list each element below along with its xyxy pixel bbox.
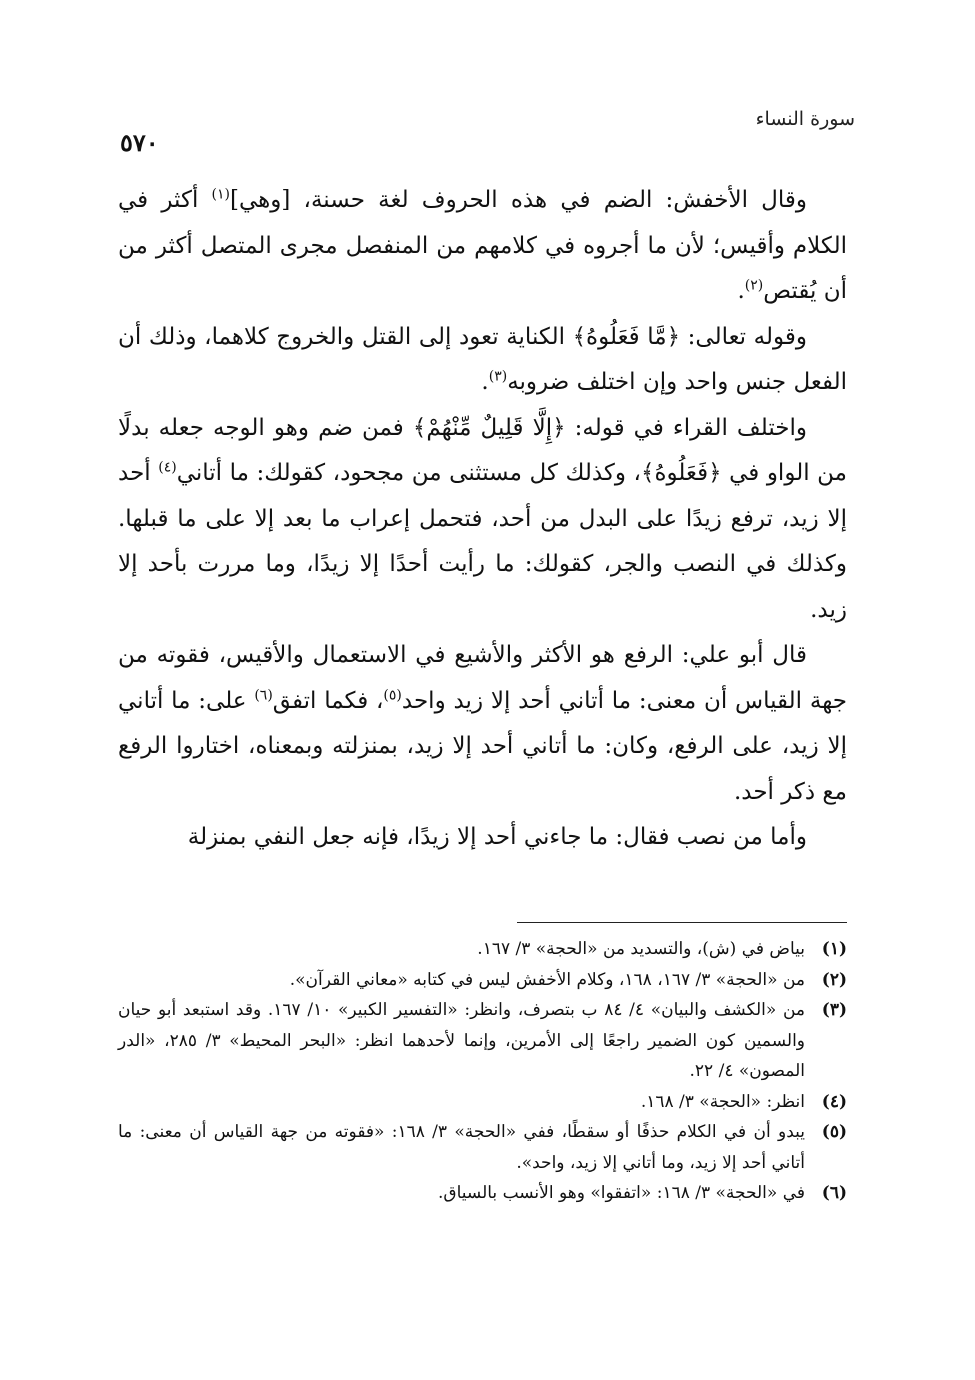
footnote-text: في «الحجة» ٣/ ١٦٨: «اتفقوا» وهو الأنسب بالسياق. xyxy=(438,1183,805,1203)
paragraph-1-text-c: . xyxy=(737,278,745,304)
footnote-1 xyxy=(118,934,847,965)
footnote-ref-3: (٣) xyxy=(488,368,508,385)
footnote-ref-2: (٢) xyxy=(744,277,764,294)
paragraph-2-text-a: وقوله تعالى: ﴿مَّا فَعَلُوهُ﴾ الكناية تعود إلى القتل والخروج كلاهما، وذلك أن الفعل جنس واحد وإن اختلف ضروبه xyxy=(118,323,847,395)
footnote-ref-6: (٦) xyxy=(254,686,273,703)
paragraph-4-text-a: قال أبو علي: الرفع هو الأكثر والأشيع في الاستعمال والأقيس، فقوته من جهة القياس أن معنى: ما أتاني أحد إلا زيد واحد xyxy=(118,642,848,714)
paragraph-4-text-c: على: ما أتاني إلا زيد، على الرفع، وكان: ما أتاني أحد إلا زيد، بمنزلته وبمعناه، اختاروا الرفع مع ذكر أحد. xyxy=(118,687,847,805)
footnote-number: (٥) xyxy=(821,1122,847,1142)
paragraph-4 xyxy=(118,633,847,815)
footnote-ref-4: (٤) xyxy=(158,459,177,476)
footnote-3 xyxy=(118,995,847,1087)
footnote-number: (١) xyxy=(821,939,847,959)
footnote-separator xyxy=(517,922,847,923)
main-text xyxy=(118,178,847,861)
footnote-text: يبدو أن في الكلام حذفًا أو سقطًا، ففي «الحجة» ٣/ ١٦٨: «فقوته من جهة القياس أن معنى: ما أتاني أحد إلا زيد، وما أتاني إلا زيد، واحد». xyxy=(118,1122,805,1173)
paragraph-5-text-a: وأما من نصب فقال: ما جاءني أحد إلا زيدًا، فإنه جعل النفي بمنزلة xyxy=(187,824,807,850)
paragraph-1-text-b: أكثر في الكلام وأقيس؛ لأن ما أجروه في كلامهم من المنفصل مجرى المتصل أكثر من أن يُقتص xyxy=(118,187,847,304)
page-header xyxy=(120,108,855,158)
footnote-ref-1: (١) xyxy=(211,186,230,203)
footnote-text: بياض في (ش)، والتسديد من «الحجة» ٣/ ١٦٧. xyxy=(477,939,805,959)
footnote-number: (٤) xyxy=(821,1091,847,1112)
paragraph-2-text-b: . xyxy=(481,369,489,395)
surah-title: سورة النساء xyxy=(755,108,855,130)
footnote-6 xyxy=(118,1178,847,1209)
footnote-5 xyxy=(118,1117,847,1178)
footnotes xyxy=(118,934,847,1209)
paragraph-1 xyxy=(118,178,847,315)
footnote-number: (٢) xyxy=(821,969,847,990)
footnote-4 xyxy=(118,1087,847,1118)
paragraph-2 xyxy=(118,315,847,406)
footnote-text: من «الكشف والبيان» ٤/ ٨٤ ب بتصرف، وانظر: «التفسير الكبير» ١٠/ ١٦٧. وقد استبعد أبو حيان والسمين كون الضمير راجعًا إلى الأمرين، وإنما لأحدهما انظر: «البحر المحيط» ٣/ ٢٨٥، «الدر المصون» ٤/ ٢٢. xyxy=(118,1000,806,1081)
paragraph-4-text-b: ، فكما اتفق xyxy=(272,687,384,714)
footnote-2 xyxy=(118,965,847,996)
paragraph-3-text-b: أحد إلا زيد، ترفع زيدًا على البدل من أحد، فتحمل إعراب ما بعد إلا على ما قبلها. وكذلك في النصب والجر، كقولك: ما رأيت أحدًا إلا زيدًا، وما مررت بأحد إلا زيد. xyxy=(118,460,847,623)
paragraph-3 xyxy=(118,406,847,634)
paragraph-3-text-a: واختلف القراء في قوله: ﴿إِلَّا قَلِيلٌ مِّنْهُمْ﴾ فمن ضم وهو الوجه جعله بدلًا من الواو في ﴿فَعَلُوهُ﴾، وكذلك كل مستثنى من مجحود، كقولك: ما أتاني xyxy=(118,414,847,486)
footnote-number: (٦) xyxy=(821,1183,847,1203)
page-number: ٥٧٠ xyxy=(120,128,159,157)
footnote-ref-5: (٥) xyxy=(383,686,402,703)
paragraph-5 xyxy=(118,815,847,861)
footnote-number: (٣) xyxy=(821,1000,847,1020)
footnote-text: انظر: «الحجة» ٣/ ١٦٨. xyxy=(640,1091,805,1112)
paragraph-1-text-a: وقال الأخفش: الضم في هذه الحروف لغة حسنة، [وهي] xyxy=(230,187,807,213)
footnote-text: من «الحجة» ٣/ ١٦٧، ١٦٨، وكلام الأخفش ليس في كتابه «معاني القرآن». xyxy=(289,969,805,990)
